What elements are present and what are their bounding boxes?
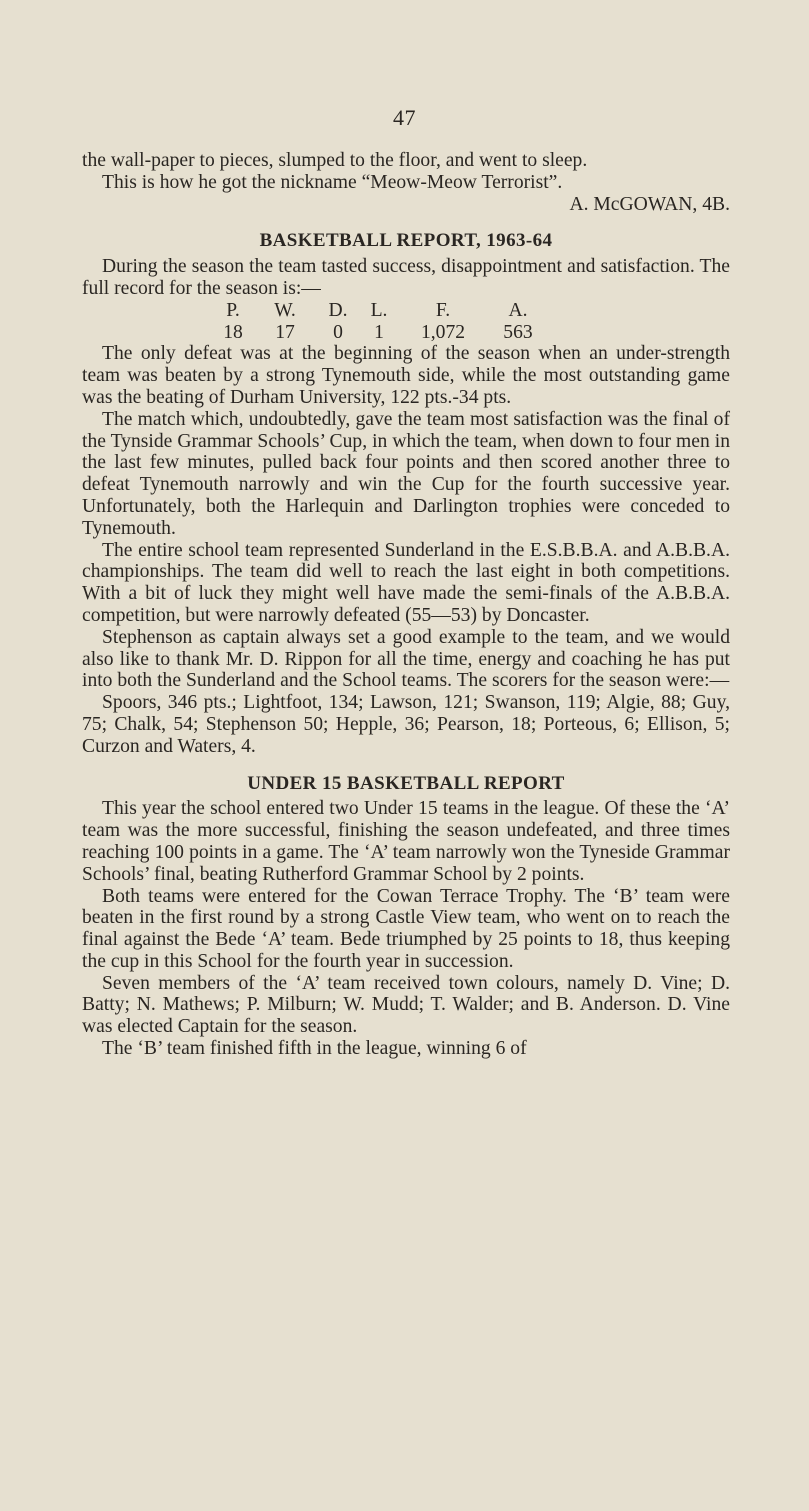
under15-paragraph: The ‘B’ team finished fifth in the league, winning 6 of [102,1038,527,1060]
season-record-table [213,300,549,344]
record-header-lost: L. [370,299,388,321]
page-number: 47 [393,105,416,130]
basketball-report-heading: BASKETBALL REPORT, 1963-64 [259,230,553,252]
article-body [82,150,730,1060]
record-header-drawn: D. [328,299,348,321]
record-value-won: 17 [275,321,295,343]
record-value-against: 563 [503,321,533,343]
author-signature: A. McGOWAN, 4B. [569,193,730,215]
basketball-paragraph: The entire school team represented Sunderland in the E.S.B.B.A. and A.B.B.A. championships. The team did well to reach the last eight in both competitions. With a bit of luck they might well have made the semi-finals of the A.B.B.A. competition, but were narrowly defeated (55—53) by Doncaster. [82,539,730,626]
record-header-won: W. [274,299,296,321]
record-value-for: 1,072 [420,321,466,343]
record-value-drawn: 0 [333,321,343,343]
basketball-paragraph: The only defeat was at the beginning of the season when an under-strength team was beaten by a strong Tynemouth side, while the most outstanding game was the beating of Durham University, 122 pts.-34 pts. [82,343,730,408]
under15-paragraph: Seven members of the ‘A’ team received town colours, namely D. Vine; D. Batty; N. Mathews; P. Milburn; W. Mudd; T. Walder; and B. Anderson. D. Vine was elected Captain for the season. [82,972,730,1038]
record-value-lost: 1 [374,321,384,343]
basketball-intro-paragraph: During the season the team tasted success, disappointment and satisfaction. The full record for the season is:— [82,256,730,299]
basketball-paragraph: The match which, undoubtedly, gave the team most satisfaction was the final of the Tynside Grammar Schools’ Cup, in which the team, when down to four men in the last few minutes, pulled back four points and then scored another three to defeat Tynemouth narrowly and win the Cup for the fourth successive year. Unfortunately, both the Harlequin and Darlington trophies were conceded to Tynemouth. [82,408,730,539]
record-header-row [213,300,549,322]
record-header-for: F. [435,299,451,321]
basketball-scorers-paragraph: Spoors, 346 pts.; Lightfoot, 134; Lawson, 121; Swanson, 119; Algie, 88; Guy, 75; Chalk, 54; Stephenson 50; Hepple, 36; Pearson, 18; Porteous, 6; Ellison, 5; Curzon and Waters, 4. [82,692,730,757]
record-header-against: A. [508,299,528,321]
under15-paragraph: Both teams were entered for the Cowan Terrace Trophy. The ‘B’ team were beaten in the first round by a strong Castle View team, who went on to reach the final against the Bede ‘A’ team. Bede triumphed by 25 points to 18, thus keeping the cup in this School for the fourth year in succession. [82,885,730,972]
basketball-paragraph: Stephenson as captain always set a good example to the team, and we would also like to thank Mr. D. Rippon for all the time, energy and coaching he has put into both the Sunderland and the School teams. The scorers for the season were:— [82,626,730,692]
record-header-played: P. [226,299,240,321]
intro-paragraph-2: This is how he got the nickname “Meow-Meow Terrorist”. [102,171,563,193]
record-value-row [213,322,549,344]
record-value-played: 18 [223,321,243,343]
intro-paragraph-1: the wall-paper to pieces, slumped to the floor, and went to sleep. [82,150,588,171]
under15-paragraph: This year the school entered two Under 15 teams in the league. Of these the ‘A’ team was the more successful, finishing the season undefeated, and three times reaching 100 points in a game. The ‘A’ team narrowly won the Tyneside Grammar Schools’ final, beating Rutherford Grammar School by 2 points. [82,798,730,885]
under15-report-heading: UNDER 15 BASKETBALL REPORT [247,772,565,794]
